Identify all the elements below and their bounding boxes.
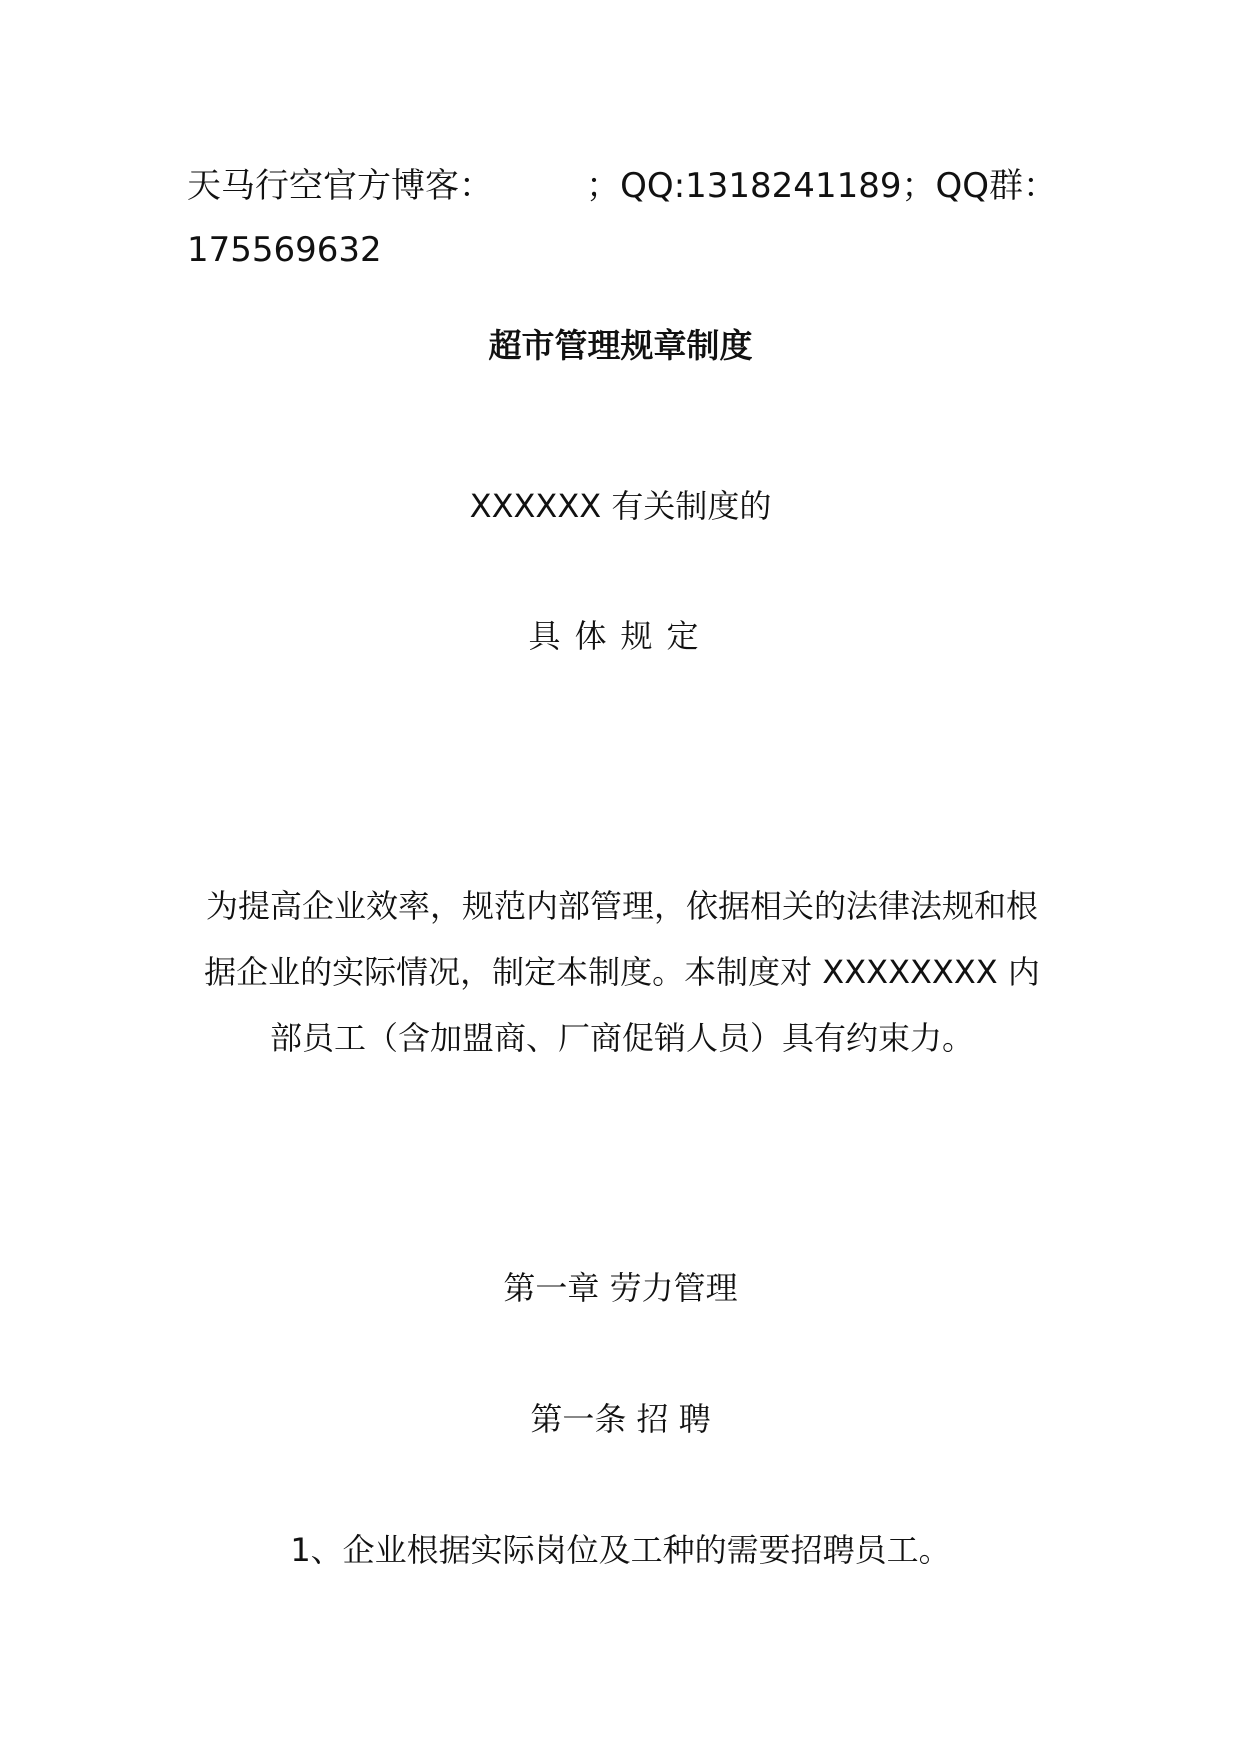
header-qq-info: ；QQ:1318241189；QQ群： xyxy=(586,166,1057,206)
article-heading: 第一条 招 聘 xyxy=(530,1400,711,1438)
header-blog-label: 天马行空官方博客： xyxy=(187,166,493,206)
document-title: 超市管理规章制度 xyxy=(488,326,753,365)
chapter-heading: 第一章 劳力管理 xyxy=(503,1269,738,1307)
header-contact-line xyxy=(187,166,1057,206)
intro-line: 据企业的实际情况，制定本制度。本制度对 XXXXXXXX 内 xyxy=(204,953,1040,991)
header-qq-group-number: 175569632 xyxy=(187,230,382,270)
intro-paragraph xyxy=(187,873,1057,1071)
subtitle-line-1: XXXXXX 有关制度的 xyxy=(469,487,772,525)
list-item: 1、企业根据实际岗位及工种的需要招聘员工。 xyxy=(290,1531,951,1569)
intro-line: 部员工（含加盟商、厂商促销人员）具有约束力。 xyxy=(269,1019,974,1057)
intro-line: 为提高企业效率，规范内部管理，依据相关的法律法规和根 xyxy=(205,887,1038,925)
subtitle-line-2: 具体规定 xyxy=(528,617,713,655)
